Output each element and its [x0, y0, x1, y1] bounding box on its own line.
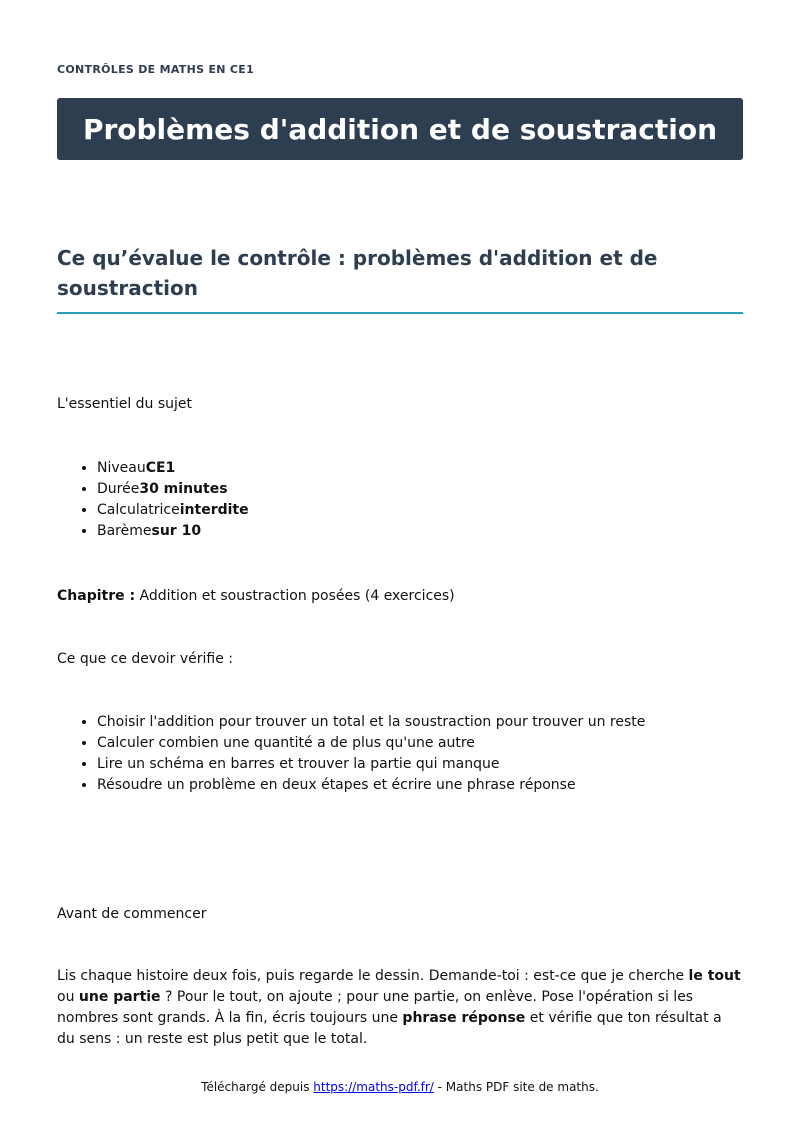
page [57, 0, 743, 1132]
title-banner [57, 98, 743, 160]
avant-paragraph [57, 966, 743, 1050]
essentiel-heading: L'essentiel du sujet [57, 396, 193, 412]
avant-text: ? Pour le tout, on ajoute ; pour une partie, on enlève. Pose l'opération si les nombres sont grands. À la fin, écris toujours une [57, 989, 694, 1026]
avant-bold: phrase réponse [402, 1010, 526, 1026]
section-title: Ce qu’évalue le contrôle : problèmes d'addition et de soustraction [57, 243, 743, 314]
footer-link[interactable]: https://maths-pdf.fr/ [313, 1080, 434, 1094]
footer-prefix: Téléchargé depuis [201, 1080, 314, 1094]
chapitre-line [57, 586, 743, 607]
avant-text: Lis chaque histoire deux fois, puis regarde le dessin. Demande-toi : est-ce que je cherche [57, 968, 689, 984]
page-title: Problèmes d'addition et de soustraction [82, 112, 718, 146]
list-item: • Résoudre un problème en deux étapes et écrire une phrase réponse [97, 775, 743, 796]
list-item: • Lire un schéma en barres et trouver la partie qui manque [97, 754, 743, 775]
list-item: • Choisir l'addition pour trouver un total et la soustraction pour trouver un reste [97, 712, 743, 733]
item-label: Durée [97, 481, 140, 497]
footer-suffix: - Maths PDF site de maths. [433, 1080, 599, 1094]
item-label: Barème [97, 523, 152, 539]
verifie-list [57, 712, 743, 796]
avant-text: ou [57, 989, 79, 1005]
list-item [97, 458, 743, 479]
item-label: Calculatrice [97, 502, 180, 518]
page-footer [0, 1080, 800, 1094]
list-item: • Calculer combien une quantité a de plus qu'une autre [97, 733, 743, 754]
list-item [97, 521, 743, 542]
avant-bold: une partie [78, 989, 161, 1005]
item-value: CE1 [145, 460, 176, 476]
chapitre-text: Addition et soustraction posées (4 exercices) [135, 588, 455, 604]
avant-text: et vérifie que ton résultat a du sens : un reste est plus petit que le total. [57, 1010, 722, 1047]
page-kicker: CONTRÔLES DE MATHS EN CE1 [57, 63, 255, 76]
avant-heading: Avant de commencer [57, 906, 207, 922]
list-item [97, 500, 743, 521]
essentiel-list [57, 458, 743, 542]
avant-bold: le tout [688, 968, 741, 984]
item-label: Niveau [97, 460, 146, 476]
item-value: sur 10 [151, 523, 202, 539]
item-value: 30 minutes [139, 481, 228, 497]
chapitre-label: Chapitre : [57, 588, 136, 604]
list-item [97, 479, 743, 500]
item-value: interdite [179, 502, 249, 518]
verifie-heading: Ce que ce devoir vérifie : [57, 651, 234, 667]
